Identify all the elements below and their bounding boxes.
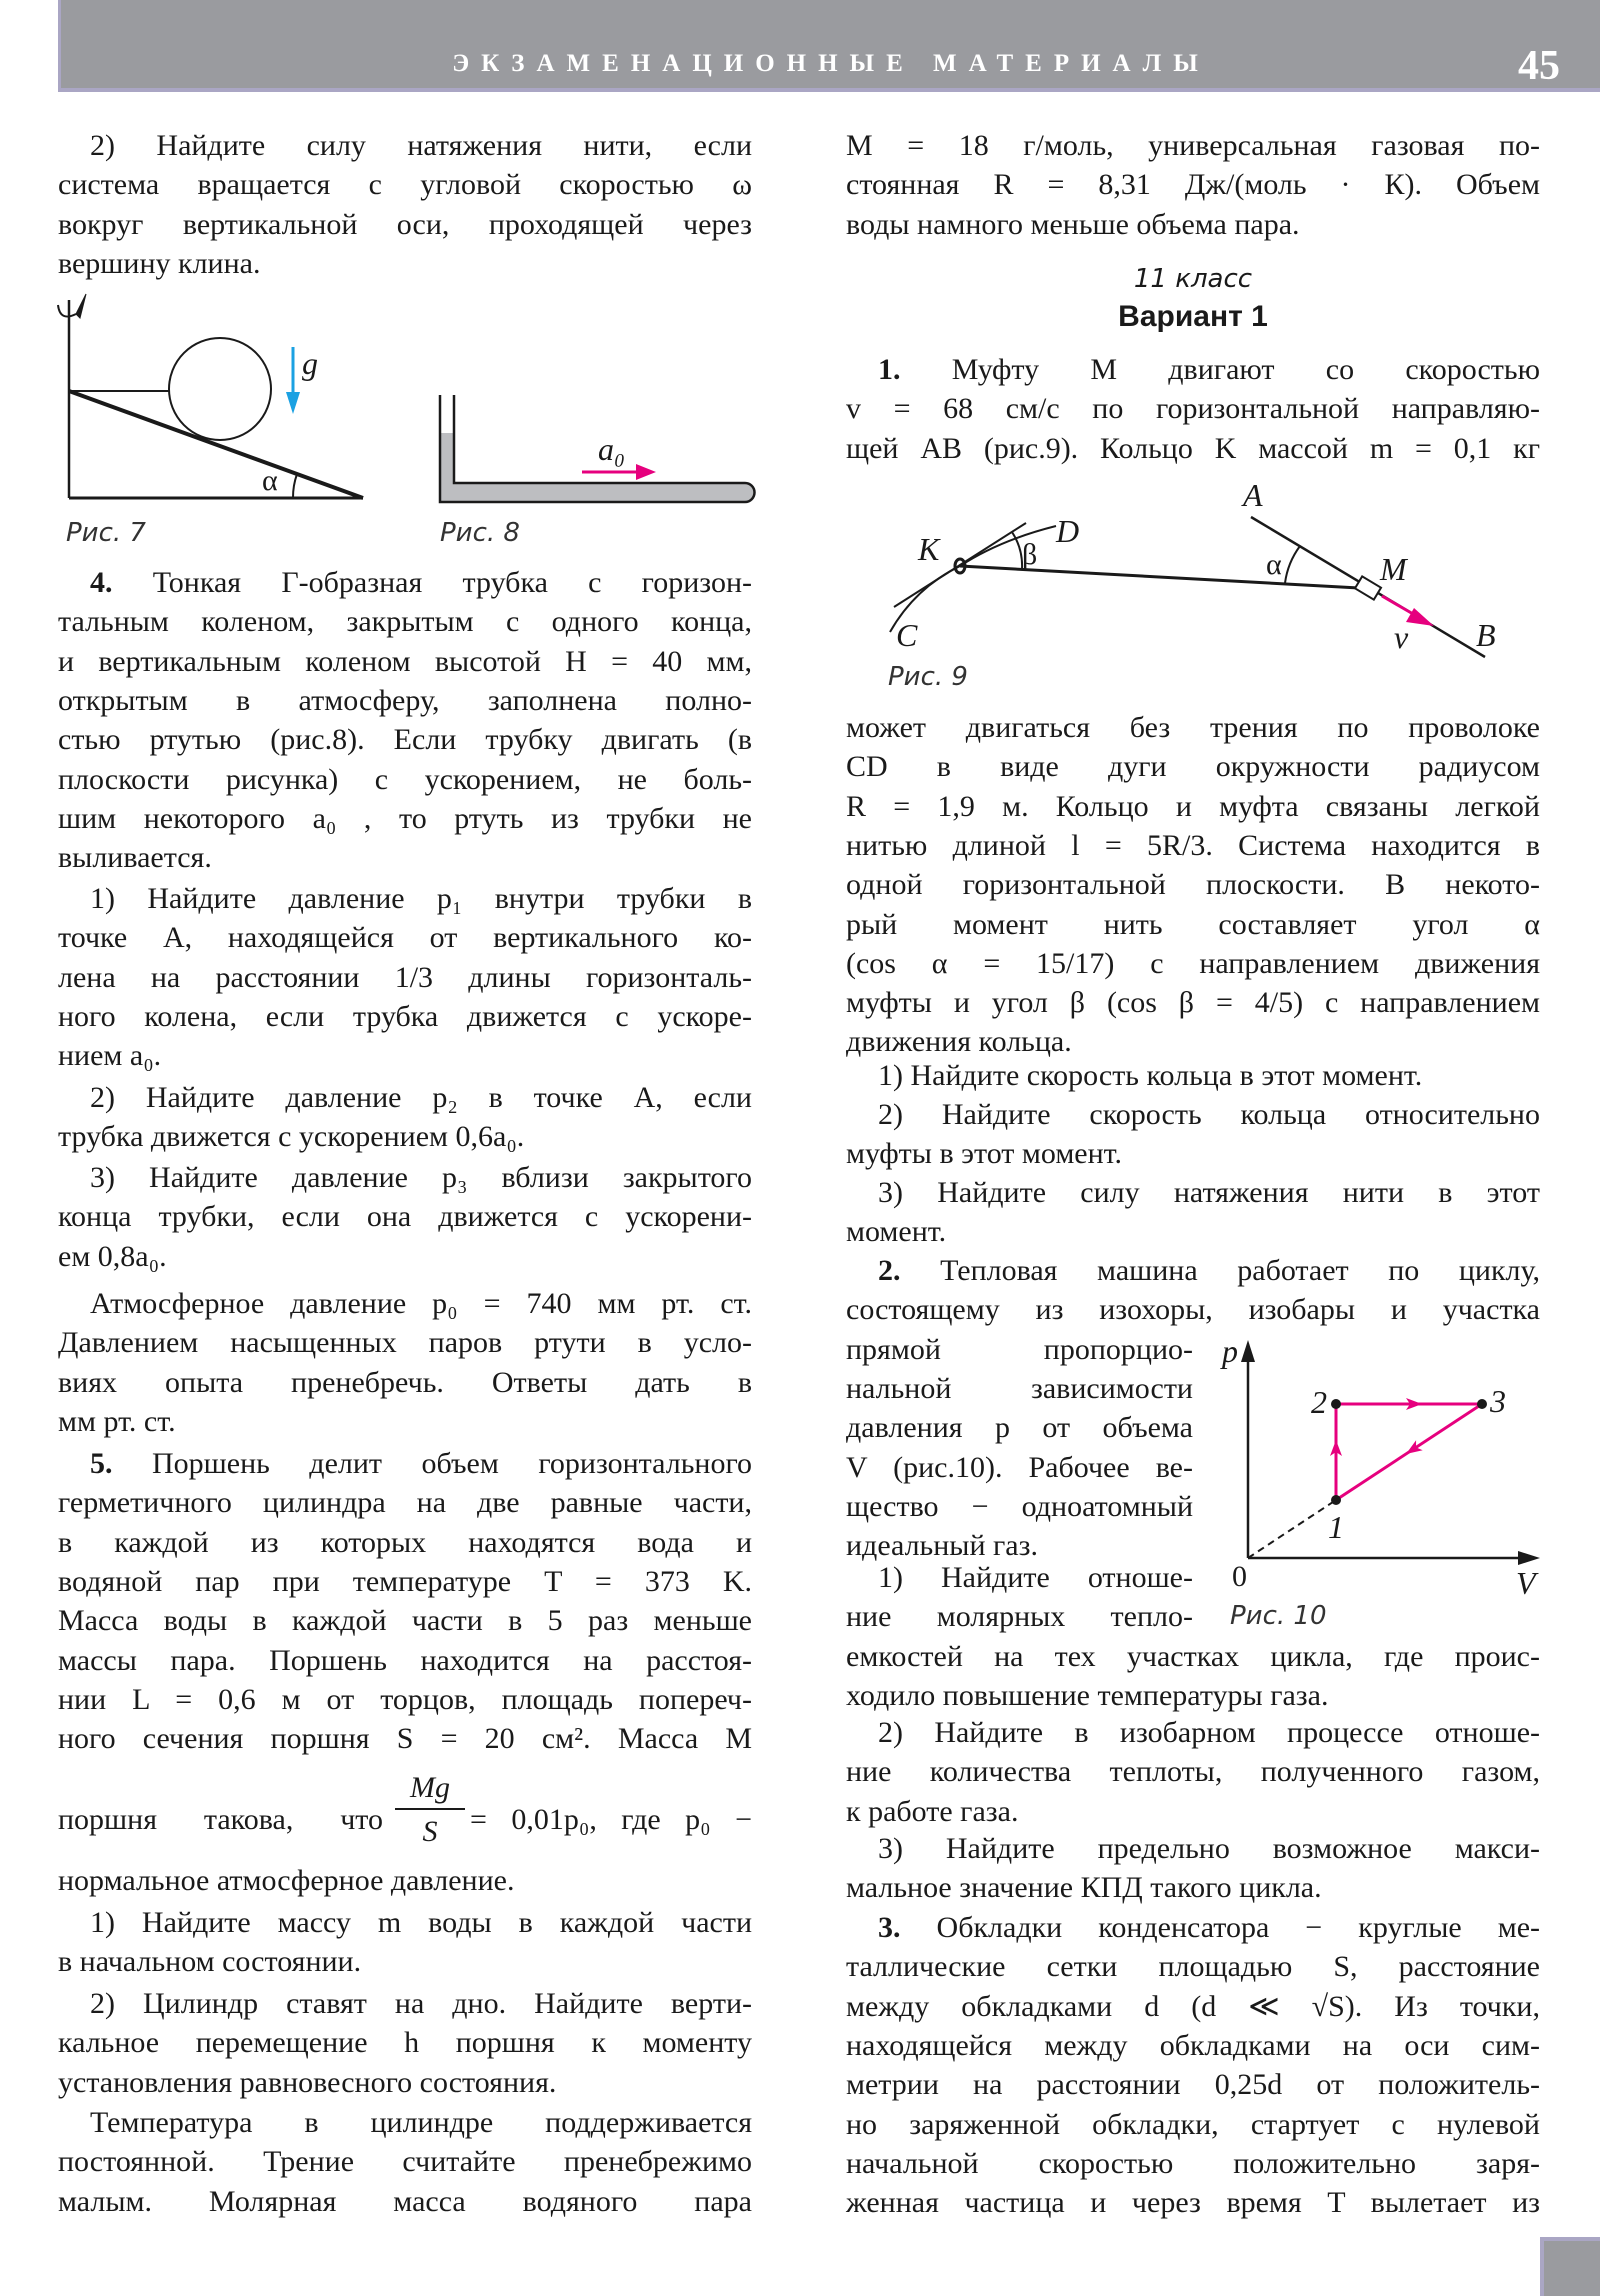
text-line: нии L = 0,6 м от торцов, площадь попереч- bbox=[58, 1682, 752, 1716]
gravity-arrow-icon bbox=[286, 392, 300, 414]
text-line: начальной скоростью положительно заря- bbox=[846, 2146, 1540, 2180]
text-line: в начальном состоянии. bbox=[58, 1945, 362, 1979]
variant-heading: Вариант 1 bbox=[1118, 300, 1268, 333]
text-line: 1) Найдите скорость кольца в этот момент. bbox=[878, 1059, 1423, 1092]
fraction-denominator: S bbox=[422, 1815, 438, 1848]
text-line: к работе газа. bbox=[846, 1794, 1019, 1828]
text-line: Давлением насыщенных паров ртути в усло- bbox=[58, 1326, 752, 1360]
problem-number: 5. bbox=[90, 1447, 113, 1480]
fig9-label-m: M bbox=[1380, 551, 1407, 587]
fraction-line-after: = 0,01p₀, где p₀ − bbox=[470, 1803, 752, 1836]
text-line: и вертикальным коленом высотой H = 40 мм, bbox=[58, 644, 752, 678]
text-line: мм рт. ст. bbox=[58, 1404, 176, 1438]
text-line: таллические сетки площадью S, расстояние bbox=[846, 1950, 1540, 1984]
text-line: идеальный газ. bbox=[846, 1529, 1038, 1563]
text-line: герметичного цилиндра на две равные части, bbox=[58, 1486, 752, 1520]
text-line: прямой пропорцио- bbox=[846, 1332, 1193, 1366]
fig10-label-origin: 0 bbox=[1232, 1560, 1247, 1593]
text-line: конца трубки, если она движется с ускорени- bbox=[58, 1200, 752, 1234]
text-line: стоянная R = 8,31 Дж/(моль · К). Объем bbox=[846, 168, 1540, 202]
text-line: женная частица и через время T вылетает из bbox=[846, 2186, 1540, 2220]
fig7-label-alpha: α bbox=[262, 464, 278, 497]
fig10-label-1: 1 bbox=[1328, 1509, 1344, 1545]
v-axis-arrow-icon bbox=[1518, 1551, 1540, 1565]
text-line: воды намного меньше объема пара. bbox=[846, 207, 1300, 241]
text-line: но заряженной обкладки, стартует с нулевой bbox=[846, 2107, 1540, 2141]
text-line: муфты в этот момент. bbox=[846, 1137, 1123, 1171]
fig8-caption: Рис. 8 bbox=[440, 518, 520, 548]
fig9-label-c: C bbox=[896, 617, 918, 653]
fig9-label-alpha: α bbox=[1266, 548, 1282, 581]
fig9-label-beta: β bbox=[1022, 538, 1038, 571]
text-line: Температура в цилиндре поддерживается bbox=[90, 2106, 752, 2139]
text-line: M = 18 г/моль, универсальная газовая по- bbox=[846, 129, 1540, 162]
text-line: кальное перемещение h поршня к моменту bbox=[58, 2026, 752, 2060]
text-line: ем 0,8a₀. bbox=[58, 1239, 167, 1273]
text-line: 1) Найдите отноше- bbox=[878, 1561, 1193, 1594]
fig9-label-a: A bbox=[1243, 477, 1263, 513]
proportional-arrow-icon bbox=[1403, 1440, 1423, 1459]
fig10-label-3: 3 bbox=[1490, 1383, 1506, 1419]
problem-number: 3. bbox=[878, 1911, 901, 1944]
text-line-content: Тонкая Г-образная трубка с горизон- bbox=[152, 566, 752, 599]
p-axis-arrow-icon bbox=[1241, 1340, 1255, 1362]
text-line: Масса воды в каждой части в 5 раз меньше bbox=[58, 1604, 752, 1638]
text-line: точке A, находящейся от вертикального ко- bbox=[58, 921, 752, 955]
fig9-label-k: K bbox=[918, 531, 940, 567]
text-line: тальным коленом, закрытым с одного конца, bbox=[58, 605, 752, 639]
fig10-label-v: V bbox=[1516, 1565, 1536, 1601]
text-line: малым. Молярная масса водяного пара bbox=[58, 2184, 752, 2218]
fig9-label-v: v bbox=[1394, 619, 1409, 655]
text-line: лена на расстоянии 1/3 длины горизонталь- bbox=[58, 960, 752, 994]
text-line: емкостей на тех участках цикла, где проис- bbox=[846, 1639, 1540, 1673]
text-line: установления равновесного состояния. bbox=[58, 2065, 557, 2099]
text-line: щество − одноатомный bbox=[846, 1489, 1193, 1523]
text-line: вершину клина. bbox=[58, 246, 261, 280]
text-line: виях опыта пренебречь. Ответы дать в bbox=[58, 1365, 752, 1399]
text-line: ние молярных тепло- bbox=[846, 1600, 1193, 1634]
text-line-content: Муфту M двигают со скоростью bbox=[951, 353, 1540, 386]
text-line: (cos α = 15/17) с направлением движения bbox=[846, 946, 1540, 980]
fig8-label-a0: a₀ bbox=[598, 431, 626, 467]
text-line: давления p от объема bbox=[846, 1411, 1193, 1445]
text-line: 1) Найдите давление p₁ внутри трубки в bbox=[90, 882, 752, 915]
text-line: вокруг вертикальной оси, проходящей через bbox=[58, 207, 752, 241]
text-line: v = 68 см/с по горизонтальной направляю- bbox=[846, 392, 1540, 426]
text-line: между обкладками d (d ≪ √S). Из точки, bbox=[846, 1989, 1540, 2023]
text-line: движения кольца. bbox=[846, 1025, 1072, 1059]
acceleration-arrow-icon bbox=[636, 464, 656, 480]
page-number: 45 bbox=[1518, 43, 1560, 89]
fig9-label-d: D bbox=[1056, 513, 1080, 549]
text-line: 2) Найдите в изобарном процессе отноше- bbox=[878, 1716, 1540, 1749]
text-line: ного сечения поршня S = 20 см². Масса M bbox=[58, 1722, 752, 1756]
text-line: V (рис.10). Рабочее ве- bbox=[846, 1450, 1193, 1484]
text-line: метрии на расстоянии 0,25d от положитель- bbox=[846, 2068, 1540, 2102]
ball bbox=[169, 338, 271, 440]
fig7-label-g: g bbox=[302, 345, 318, 381]
text-line: находящейся между обкладками на оси сим- bbox=[846, 2028, 1540, 2062]
text-line-content: Тепловая машина работает по циклу, bbox=[940, 1254, 1541, 1287]
text-line: 3) Найдите предельно возможное макси- bbox=[878, 1832, 1540, 1865]
text-line: 2) Найдите скорость кольца относительно bbox=[878, 1098, 1540, 1131]
text-line-content: Обкладки конденсатора − круглые ме- bbox=[936, 1911, 1540, 1944]
text-line: нормальное атмосферное давление. bbox=[58, 1864, 515, 1897]
text-line-content: Поршень делит объем горизонтального bbox=[152, 1447, 752, 1480]
text-line: щей AB (рис.9). Кольцо K массой m = 0,1 кг bbox=[846, 431, 1540, 465]
text-line: система вращается с угловой скоростью ω bbox=[58, 168, 752, 202]
fig9-caption: Рис. 9 bbox=[888, 662, 968, 692]
fig9-label-b: B bbox=[1476, 617, 1496, 653]
text-line: выливается. bbox=[58, 841, 212, 875]
text-line: ние количества теплоты, полученного газом, bbox=[846, 1755, 1540, 1789]
text-line: шим некоторого a₀ , то ртуть из трубки не bbox=[58, 801, 752, 835]
fraction-numerator: Mg bbox=[395, 1768, 465, 1810]
text-line: 3) Найдите давление p₃ вблизи закрытого bbox=[90, 1161, 752, 1194]
text-line: нием a₀. bbox=[58, 1039, 162, 1073]
sleeve-m bbox=[1355, 576, 1381, 599]
problem-number: 4. bbox=[90, 566, 113, 599]
text-line: нитью длиной l = 5R/3. Система находится в bbox=[846, 828, 1540, 862]
rotation-arrow-icon bbox=[58, 305, 76, 317]
text-line: 1) Найдите массу m воды в каждой части bbox=[90, 1906, 752, 1939]
grade-heading: 11 класс bbox=[1133, 264, 1253, 294]
text-line: водяной пар при температуре T = 373 K. bbox=[58, 1564, 752, 1598]
text-line: может двигаться без трения по проволоке bbox=[846, 711, 1540, 744]
text-line: CD в виде дуги окружности радиусом bbox=[846, 750, 1540, 784]
text-line: нальной зависимости bbox=[846, 1371, 1193, 1405]
fig10-caption: Рис. 10 bbox=[1230, 1601, 1327, 1631]
text-line: Атмосферное давление p₀ = 740 мм рт. ст. bbox=[90, 1287, 752, 1320]
problem-number: 1. bbox=[878, 353, 901, 386]
fig10-label-p: p bbox=[1222, 1333, 1238, 1369]
text-line: массы пара. Поршень находится на расстоя- bbox=[58, 1643, 752, 1677]
text-line: плоскости рисунка) с ускорением, не боль- bbox=[58, 762, 752, 796]
text-line: трубка движется с ускорением 0,6a₀. bbox=[58, 1120, 525, 1154]
figure-10 bbox=[1241, 1340, 1540, 1565]
text-line: 3) Найдите силу натяжения нити в этот bbox=[878, 1176, 1540, 1209]
text-line: ного колена, если трубка движется с ускоре- bbox=[58, 999, 752, 1033]
header-title: ЭКЗАМЕНАЦИОННЫЕ МАТЕРИАЛЫ bbox=[452, 50, 1210, 77]
text-line: рый момент нить составляет угол α bbox=[846, 907, 1540, 941]
text-line: стью ртутью (рис.8). Если трубку двигать (в bbox=[58, 723, 752, 757]
figure-7 bbox=[58, 294, 363, 498]
fig10-label-2: 2 bbox=[1311, 1384, 1327, 1420]
text-line: муфты и угол β (cos β = 4/5) с направлением bbox=[846, 986, 1540, 1020]
text-line: постоянной. Трение считайте пренебрежимо bbox=[58, 2145, 752, 2179]
text-line: ходило повышение температуры газа. bbox=[846, 1678, 1329, 1712]
text-line: открытым в атмосферу, заполнена полно- bbox=[58, 683, 752, 717]
text-line: 2) Цилиндр ставят на дно. Найдите верти- bbox=[90, 1987, 752, 2020]
text-line: мальное значение КПД такого цикла. bbox=[846, 1871, 1322, 1905]
text-line: в каждой из которых находятся вода и bbox=[58, 1525, 752, 1559]
fig7-caption: Рис. 7 bbox=[66, 518, 146, 548]
problem-number: 2. bbox=[878, 1254, 901, 1287]
text-line: R = 1,9 м. Кольцо и муфта связаны легкой bbox=[846, 789, 1540, 823]
fraction-line-before: поршня такова, что bbox=[58, 1803, 383, 1836]
text-line: 2) Найдите силу натяжения нити, если bbox=[90, 129, 752, 162]
text-line: момент. bbox=[846, 1215, 947, 1249]
text-line: состоящему из изохоры, изобары и участка bbox=[846, 1293, 1540, 1327]
text-line: 2) Найдите давление p₂ в точке A, если bbox=[90, 1081, 752, 1114]
text-line: одной горизонтальной плоскости. В некото- bbox=[846, 868, 1540, 902]
